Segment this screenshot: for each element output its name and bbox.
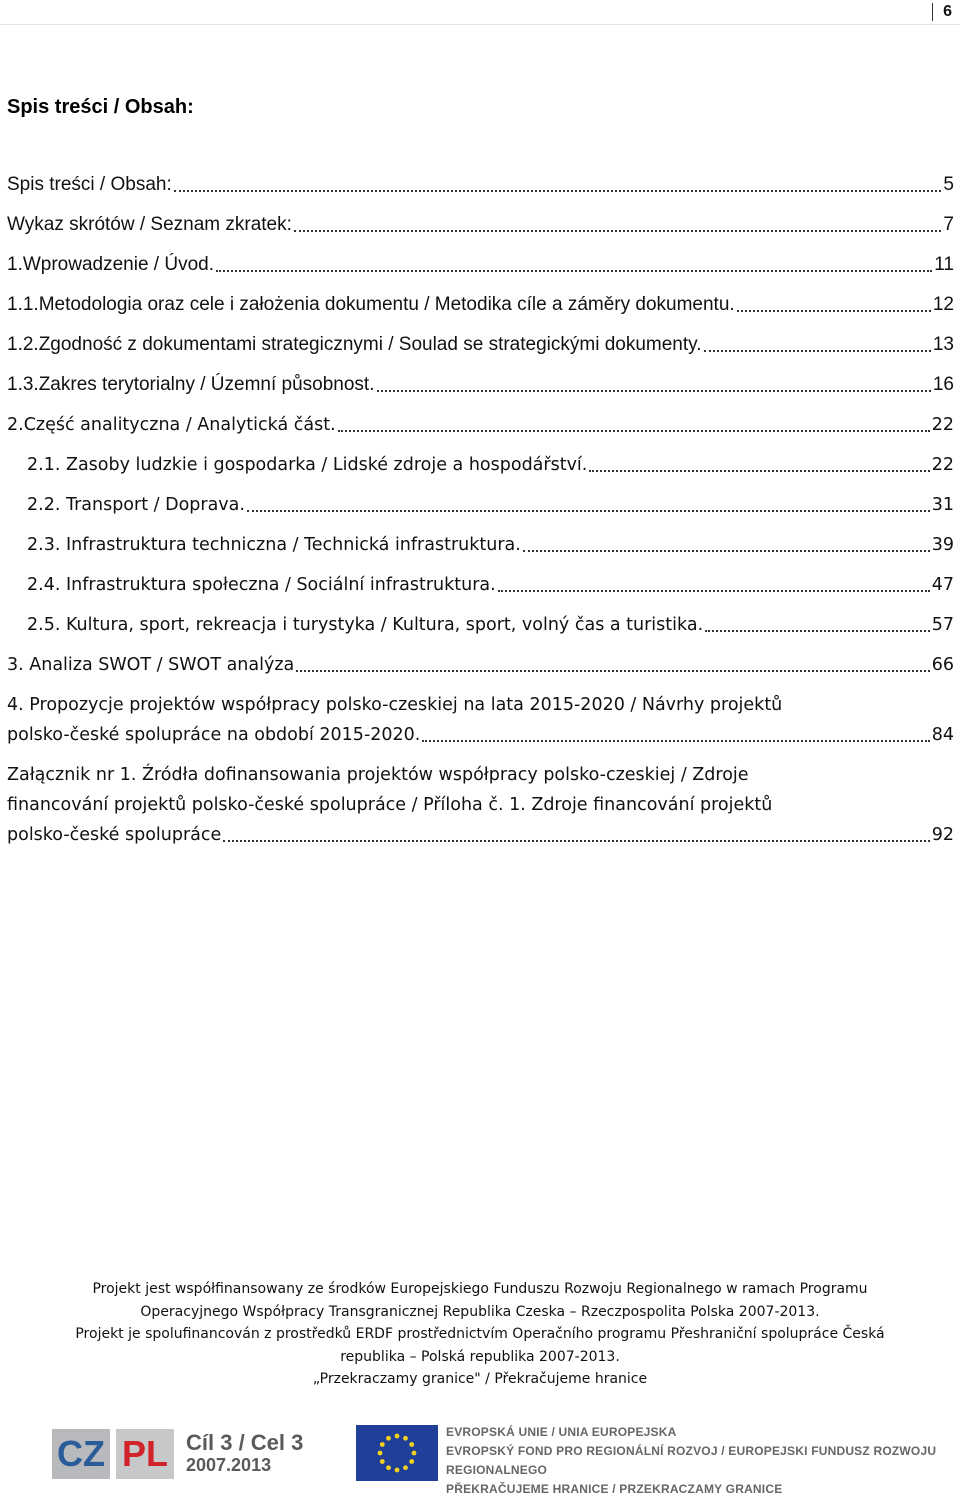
cz-pl-program-logo [52, 1429, 303, 1479]
toc-entry-label: 3. Analiza SWOT / SWOT analýza [7, 655, 295, 675]
toc-entry[interactable] [7, 370, 954, 400]
toc-entry-page: 47 [931, 575, 954, 595]
toc-entry[interactable] [7, 210, 954, 240]
toc-leader-dots [247, 510, 930, 512]
toc-entry-label: 2.4. Infrastruktura społeczna / Sociální infrastruktura. [27, 575, 496, 595]
toc-entry[interactable] [7, 530, 954, 560]
toc-entry[interactable] [7, 410, 954, 440]
toc-entry-label: 2.3. Infrastruktura techniczna / Technická infrastruktura. [27, 535, 521, 555]
toc-entry-page: 84 [931, 725, 954, 745]
toc-entry[interactable] [7, 570, 954, 600]
eu-star-icon [380, 1459, 385, 1464]
toc-leader-dots [294, 230, 942, 232]
toc-entry[interactable] [7, 450, 954, 480]
toc-entry-label: 1.Wprowadzenie / Úvod. [7, 254, 214, 275]
toc-entry-page: 92 [931, 825, 954, 845]
page-header [0, 0, 960, 25]
toc-entry[interactable] [7, 650, 954, 680]
toc-leader-dots [223, 840, 929, 842]
toc-entry[interactable] [7, 690, 954, 750]
eu-star-icon [378, 1451, 383, 1456]
table-of-contents [7, 170, 954, 860]
toc-entry-page: 12 [932, 294, 954, 315]
eu-star-icon [386, 1465, 391, 1470]
toc-entry-label: 2.5. Kultura, sport, rekreacja i turystyka / Kultura, sport, volný čas a turistika. [27, 615, 704, 635]
toc-entry[interactable] [7, 290, 954, 320]
toc-entry-page: 11 [934, 254, 954, 275]
toc-entry-page: 39 [931, 535, 954, 555]
toc-leader-dots [705, 630, 930, 632]
toc-leader-dots [338, 430, 930, 432]
toc-entry-label: 2.1. Zasoby ludzkie i gospodarka / Lidské zdroje a hospodářství. [27, 455, 588, 475]
eu-star-icon [395, 1434, 400, 1439]
toc-entry-label: Spis treści / Obsah: [7, 174, 172, 195]
eu-star-icon [403, 1465, 408, 1470]
toc-leader-dots [704, 350, 931, 352]
eu-text-line: PŘEKRAČUJEME HRANICE / PRZEKRACZAMY GRANICE [446, 1482, 783, 1496]
eu-star-icon [403, 1436, 408, 1441]
toc-entry-label: financování projektů polsko-české spolupráce / Příloha č. 1. Zdroje financování projektů [7, 795, 773, 815]
toc-entry-page: 16 [932, 374, 954, 395]
toc-entry-page: 22 [931, 455, 954, 475]
toc-leader-dots [422, 740, 929, 742]
toc-leader-dots [216, 270, 932, 272]
toc-entry-page: 31 [931, 495, 954, 515]
footer-line: Projekt je spolufinancován z prostředků ERDF prostřednictvím Operačního programu Přeshraniční spolupráce Česká [75, 1326, 885, 1342]
toc-entry-page: 66 [931, 655, 954, 675]
toc-entry[interactable] [7, 330, 954, 360]
toc-entry-label: 1.2.Zgodność z dokumentami strategicznymi / Soulad se strategickými dokumenty. [7, 334, 702, 355]
eu-star-icon [409, 1459, 414, 1464]
eu-star-icon [386, 1436, 391, 1441]
toc-entry-label: Wykaz skrótów / Seznam zkratek: [7, 214, 292, 235]
toc-entry-label: 2.2. Transport / Doprava. [27, 495, 245, 515]
eu-star-icon [412, 1451, 417, 1456]
toc-leader-dots [296, 670, 929, 672]
footer-line: republika – Polská republika 2007-2013. [340, 1348, 620, 1365]
toc-leader-dots [523, 550, 930, 552]
toc-entry-page: 5 [943, 174, 954, 195]
eu-flag-icon [356, 1425, 438, 1481]
toc-entry-label: polsko-české spolupráce na období 2015-2020. [7, 725, 421, 745]
toc-entry-label: polsko-české spolupráce [7, 825, 222, 845]
toc-leader-dots [498, 590, 930, 592]
footer-line: Projekt jest współfinansowany ze środków Europejskiego Funduszu Rozwoju Regionalnego w ramach Programu [92, 1281, 868, 1297]
eu-text-line: EVROPSKÝ FOND PRO REGIONÁLNÍ ROZVOJ / EUROPEJSKI FUNDUSZ ROZWOJU REGIONALNEGO [446, 1444, 937, 1477]
toc-leader-dots [589, 470, 929, 472]
toc-entry-label: 1.1.Metodologia oraz cele i założenia dokumentu / Metodika cíle a záměry dokumentu. [7, 294, 735, 315]
eu-star-icon [409, 1442, 414, 1447]
toc-entry-label: 1.3.Zakres terytorialny / Územní působnost. [7, 374, 375, 395]
toc-entry-page: 7 [943, 214, 954, 235]
eu-logo-text [446, 1423, 960, 1499]
program-logo-title: Cíl 3 / Cel 3 [186, 1430, 304, 1455]
toc-entry[interactable] [7, 610, 954, 640]
toc-leader-dots [377, 390, 931, 392]
toc-entry-page: 13 [932, 334, 954, 355]
program-logo-years: 2007.2013 [186, 1455, 272, 1475]
toc-entry-page: 22 [931, 415, 954, 435]
toc-entry[interactable] [7, 760, 954, 850]
toc-entry-label: Załącznik nr 1. Źródła dofinansowania projektów współpracy polsko-czeskiej / Zdroje [7, 765, 749, 785]
cz-logo: CZ [52, 1429, 110, 1479]
toc-entry-page: 57 [931, 615, 954, 635]
footer-line: Operacyjnego Współpracy Transgranicznej Republika Czeska – Rzeczpospolita Polska 2007-2013. [140, 1303, 820, 1320]
program-logo-text [186, 1432, 303, 1476]
toc-entry[interactable] [7, 250, 954, 280]
toc-leader-dots [174, 190, 942, 192]
logo-bar [0, 1415, 960, 1496]
page-number: 6 [932, 3, 952, 21]
page-title: Spis treści / Obsah: [7, 96, 194, 118]
funding-footer [0, 1278, 960, 1391]
toc-entry-label: 2.Część analityczna / Analytická část. [7, 415, 336, 435]
toc-leader-dots [737, 310, 931, 312]
eu-text-line: EVROPSKÁ UNIE / UNIA EUROPEJSKA [446, 1425, 677, 1439]
toc-entry-label: 4. Propozycje projektów współpracy polsko-czeskiej na lata 2015-2020 / Návrhy projektů [7, 695, 783, 715]
eu-star-icon [380, 1442, 385, 1447]
toc-entry[interactable] [7, 490, 954, 520]
footer-line: „Przekraczamy granice" / Překračujeme hranice [312, 1371, 648, 1387]
toc-entry[interactable] [7, 170, 954, 200]
eu-star-icon [395, 1468, 400, 1473]
pl-logo: PL [116, 1429, 174, 1479]
